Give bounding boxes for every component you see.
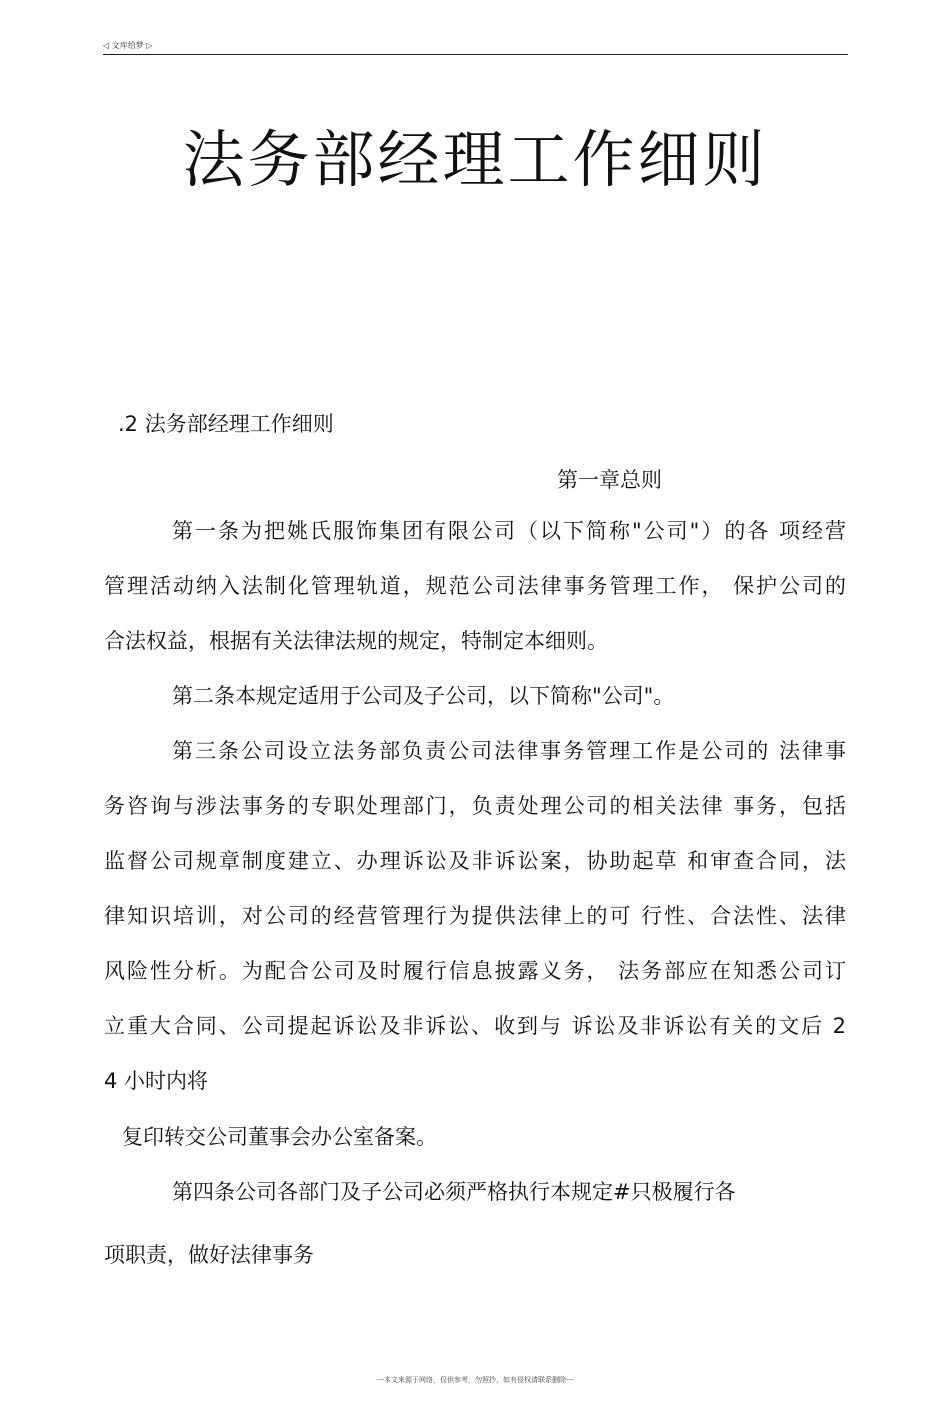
paragraph-line: 复印转交公司董事会办公室备案。 [122, 1125, 437, 1149]
paragraph-line: 立重大合同、公司提起诉讼及非诉讼、收到与 诉讼及非诉讼有关的文后 2 [104, 1014, 846, 1038]
document-title: 法务部经理工作细则 [182, 123, 768, 196]
paragraph-line: 风险性分析。为配合公司及时履行信息披露义务， 法务部应在知悉公司订 [104, 959, 846, 983]
paragraph-line: 第一条为把姚氏服饰集团有限公司（以下简称"公司"）的各 项经营 [172, 519, 846, 543]
paragraph-line: 监督公司规章制度建立、办理诉讼及非诉讼案，协助起草 和审查合同，法 [104, 849, 846, 873]
paragraph-line: 项职责，做好法律事务 [104, 1243, 314, 1267]
paragraph-line: 管理活动纳入法制化管理轨道，规范公司法律事务管理工作， 保护公司的 [104, 574, 846, 598]
header-text: ◁ 文库给梦 ▷ [103, 41, 153, 50]
page-footer: ---本文来源于网络，仅供参考，勿照抄，如有侵权请联系删除--- [376, 1376, 574, 1384]
paragraph-line: 第三条公司设立法务部负责公司法律事务管理工作是公司的 法律事 [172, 739, 846, 763]
paragraph-line: 4 小时内将 [104, 1069, 209, 1093]
page-header [103, 38, 848, 55]
paragraph-line: 务咨询与涉法事务的专职处理部门，负责处理公司的相关法律 事务，包括 [104, 794, 846, 818]
section-heading: .2 法务部经理工作细则 [118, 412, 334, 436]
chapter-heading: 第一章总则 [557, 468, 662, 492]
paragraph-line: 第四条公司各部门及子公司必须严格执行本规定#只极履行各 [172, 1180, 736, 1204]
paragraph-line: 合法权益，根据有关法律法规的规定，特制定本细则。 [104, 629, 608, 653]
paragraph-line: 第二条本规定适用于公司及子公司，以下简称"公司"。 [172, 684, 675, 708]
paragraph-line: 律知识培训，对公司的经营管理行为提供法律上的可 行性、合法性、法律 [104, 904, 846, 928]
